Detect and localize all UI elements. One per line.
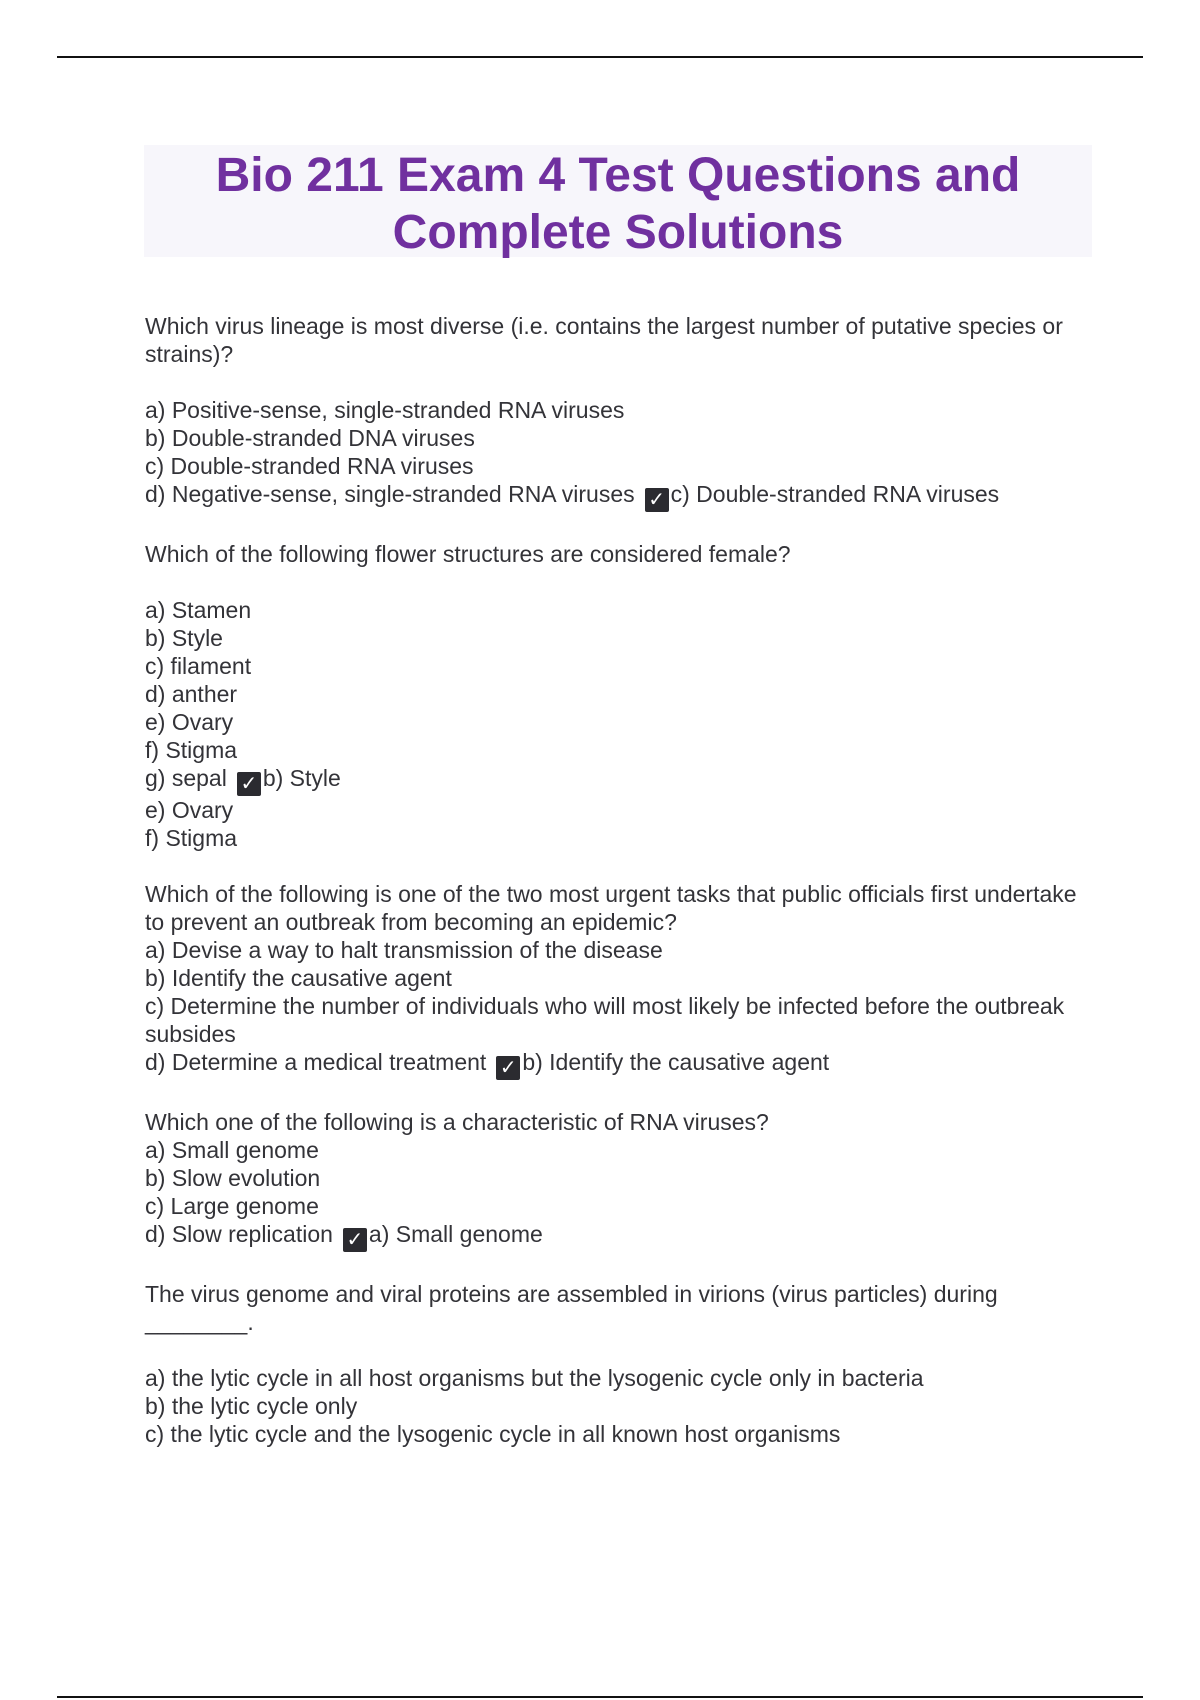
option: a) Positive-sense, single-stranded RNA viruses [145,397,625,423]
answer: a) Small genome [368,1221,543,1247]
checkmark-icon: ✓ [496,1056,520,1080]
option: d) Slow replication [145,1221,333,1247]
option-with-answer [145,1220,1095,1252]
checkmark-icon: ✓ [645,488,669,512]
option: b) Slow evolution [145,1165,321,1191]
question-text: Which of the following is one of the two most urgent tasks that public officials first undertake to prevent an outbreak from becoming an epidemic? [145,881,1077,935]
question-4 [145,1108,1095,1252]
option: f) Stigma [145,737,238,763]
questions-content [145,312,1095,1476]
question-5 [145,1280,1095,1448]
option: c) Determine the number of individuals who will most likely be infected before the outbreak subsides [145,993,1065,1047]
option: d) Negative-sense, single-stranded RNA viruses [145,481,635,507]
option: d) Determine a medical treatment [145,1049,487,1075]
checkmark-icon: ✓ [237,772,261,796]
question-3 [145,880,1095,1080]
option: e) Ovary [145,709,234,735]
document-title [144,145,1092,261]
option: a) Stamen [145,597,252,623]
top-rule [57,56,1143,58]
option-with-answer [145,764,1095,796]
question-text: Which of the following flower structures are considered female? [145,541,791,567]
answer: b) Identify the causative agent [522,1049,830,1075]
option: c) the lytic cycle and the lysogenic cycle in all known host organisms [145,1421,841,1447]
option: b) Style [145,625,223,651]
option-with-answer [145,1048,1095,1080]
option: c) Large genome [145,1193,319,1219]
answer: c) Double-stranded RNA viruses [670,481,1000,507]
option: b) Identify the causative agent [145,965,452,991]
checkmark-icon: ✓ [343,1228,367,1252]
option: c) Double-stranded RNA viruses [145,453,474,479]
answer: e) Ovary [145,797,234,823]
bottom-rule [57,1696,1143,1698]
question-text: Which one of the following is a characteristic of RNA viruses? [145,1109,769,1135]
question-text: Which virus lineage is most diverse (i.e. contains the largest number of putative species or strains)? [145,313,1063,367]
option: b) the lytic cycle only [145,1393,358,1419]
title-banner [144,145,1092,257]
question-2 [145,540,1095,852]
answer: f) Stigma [145,825,238,851]
question-1 [145,312,1095,512]
title-line-1: Bio 211 Exam 4 Test Questions and [215,149,1021,202]
option-with-answer [145,480,1095,512]
option: g) sepal [145,765,227,791]
question-text: The virus genome and viral proteins are assembled in virions (virus particles) during ________. [145,1281,998,1335]
title-line-2: Complete Solutions [392,206,844,259]
option: d) anther [145,681,238,707]
answer: b) Style [262,765,341,791]
option: a) Small genome [145,1137,319,1163]
option: a) the lytic cycle in all host organisms but the lysogenic cycle only in bacteria [145,1365,924,1391]
option: c) filament [145,653,252,679]
option: b) Double-stranded DNA viruses [145,425,475,451]
option: a) Devise a way to halt transmission of the disease [145,937,663,963]
